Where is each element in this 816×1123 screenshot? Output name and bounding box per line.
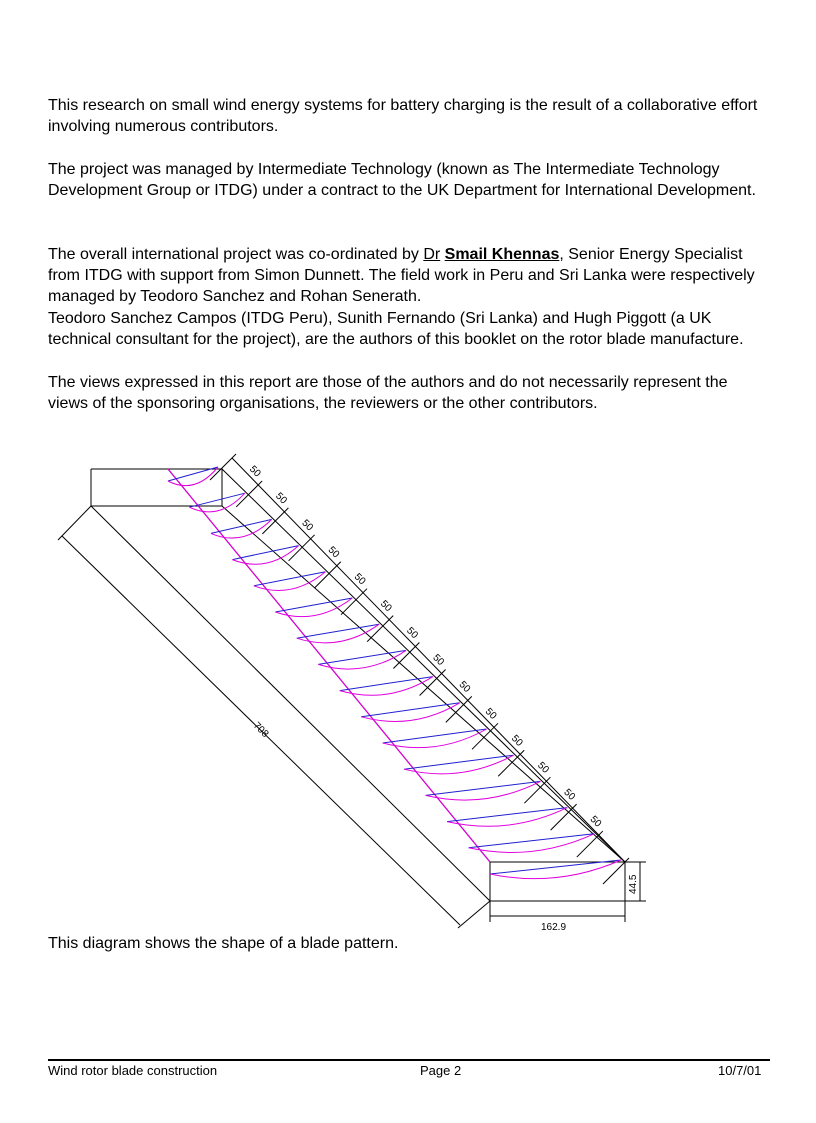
airfoil-curve xyxy=(426,781,541,800)
footer-divider xyxy=(48,1059,770,1061)
station-label: 50 xyxy=(377,598,394,615)
chord-line xyxy=(383,729,487,743)
block-bottom-edge xyxy=(91,506,490,901)
airfoil-curve xyxy=(232,546,298,565)
management-paragraph: The project was managed by Intermediate Technology (known as The Intermediate Technology Development Group or ITDG) under a contract to the UK Department for International Development. xyxy=(48,161,756,199)
coordination-text-end: , Senior Energy Specialist from ITDG with support from Simon Dunnett. The field work in Peru and Sri Lanka were respectively managed by Teodoro Sanchez and Rohan Senerath. xyxy=(48,246,755,305)
station-tick xyxy=(524,777,550,803)
height-label: 44.5 xyxy=(628,874,639,894)
blade-leading-edge xyxy=(168,469,490,862)
chord-line xyxy=(340,677,433,691)
chord-line xyxy=(361,703,460,717)
station-label: 50 xyxy=(561,787,578,803)
station-label: 50 xyxy=(325,544,342,561)
coordination-paragraph xyxy=(48,244,770,307)
chord-line xyxy=(297,624,379,638)
station-tick xyxy=(472,723,498,749)
station-label: 50 xyxy=(456,679,473,695)
dimension-lines xyxy=(58,454,646,928)
block-back-edge xyxy=(222,469,625,862)
station-tick xyxy=(498,750,524,776)
station-tick xyxy=(341,589,367,615)
station-label: 50 xyxy=(587,813,604,830)
chord-line xyxy=(426,781,541,795)
airfoil-curve xyxy=(361,703,460,722)
station-label: 50 xyxy=(273,490,289,507)
length-extension-root xyxy=(58,506,91,540)
tip-face-box xyxy=(490,862,625,901)
station-label: 50 xyxy=(535,760,551,776)
station-dimension-line xyxy=(232,458,625,862)
root-face-box xyxy=(91,469,222,506)
chord-line xyxy=(469,834,595,848)
figure-caption: This diagram shows the shape of a blade pattern. xyxy=(48,935,399,952)
station-tick xyxy=(210,454,236,480)
coordinator-name: Smail Khennas xyxy=(444,246,560,263)
station-tick xyxy=(289,535,315,561)
chord-line xyxy=(275,598,352,612)
chord-line xyxy=(254,572,326,586)
station-label: 50 xyxy=(482,706,499,722)
chord-line xyxy=(404,755,513,769)
footer-title: Wind rotor blade construction xyxy=(48,1063,218,1078)
airfoil-curve xyxy=(211,519,272,538)
intro-paragraph: This research on small wind energy systems for battery charging is the result of a collaborative effort involving numerous contributors. xyxy=(48,97,758,135)
airfoil-curve xyxy=(383,729,487,748)
station-tick xyxy=(367,616,393,642)
airfoil-curve xyxy=(447,808,567,827)
airfoil-curve xyxy=(189,493,244,512)
blade-pattern xyxy=(168,467,621,879)
length-label: 708 xyxy=(250,720,271,740)
station-label: 50 xyxy=(299,517,316,534)
station-label: 50 xyxy=(246,463,263,480)
station-label: 50 xyxy=(351,571,368,588)
station-tick xyxy=(315,562,341,588)
airfoil-curve xyxy=(318,650,406,669)
block-outline xyxy=(91,469,625,901)
length-extension-tip xyxy=(458,901,490,928)
chord-line xyxy=(211,519,272,533)
chord-line xyxy=(189,493,244,507)
footer-date: 10/7/01 xyxy=(718,1063,762,1078)
authors-paragraph: Teodoro Sanchez Campos (ITDG Peru), Sunith Fernando (Sri Lanka) and Hugh Piggott (a UK technical consultant for the project), are the authors of this booklet on the rotor blade manufacture. xyxy=(48,310,744,348)
airfoil-curve xyxy=(490,860,621,879)
title-dr: Dr xyxy=(423,246,441,263)
blade-pattern-diagram xyxy=(40,450,660,930)
station-label: 50 xyxy=(404,625,420,642)
disclaimer-paragraph: The views expressed in this report are those of the authors and do not necessarily represent the views of the sponsoring organisations, the reviewers or the other contributors. xyxy=(48,374,728,412)
airfoil-curve xyxy=(469,834,595,853)
airfoil-curve xyxy=(168,467,218,486)
chord-line xyxy=(232,546,298,560)
width-label: 162.9 xyxy=(541,922,567,930)
station-label: 50 xyxy=(430,652,447,668)
airfoil-curve xyxy=(404,755,513,774)
footer-page-number: Page 2 xyxy=(420,1063,462,1078)
chord-line xyxy=(447,808,567,822)
coordination-text-start: The overall international project was co-ordinated by xyxy=(48,246,424,263)
station-label: 50 xyxy=(508,733,525,749)
